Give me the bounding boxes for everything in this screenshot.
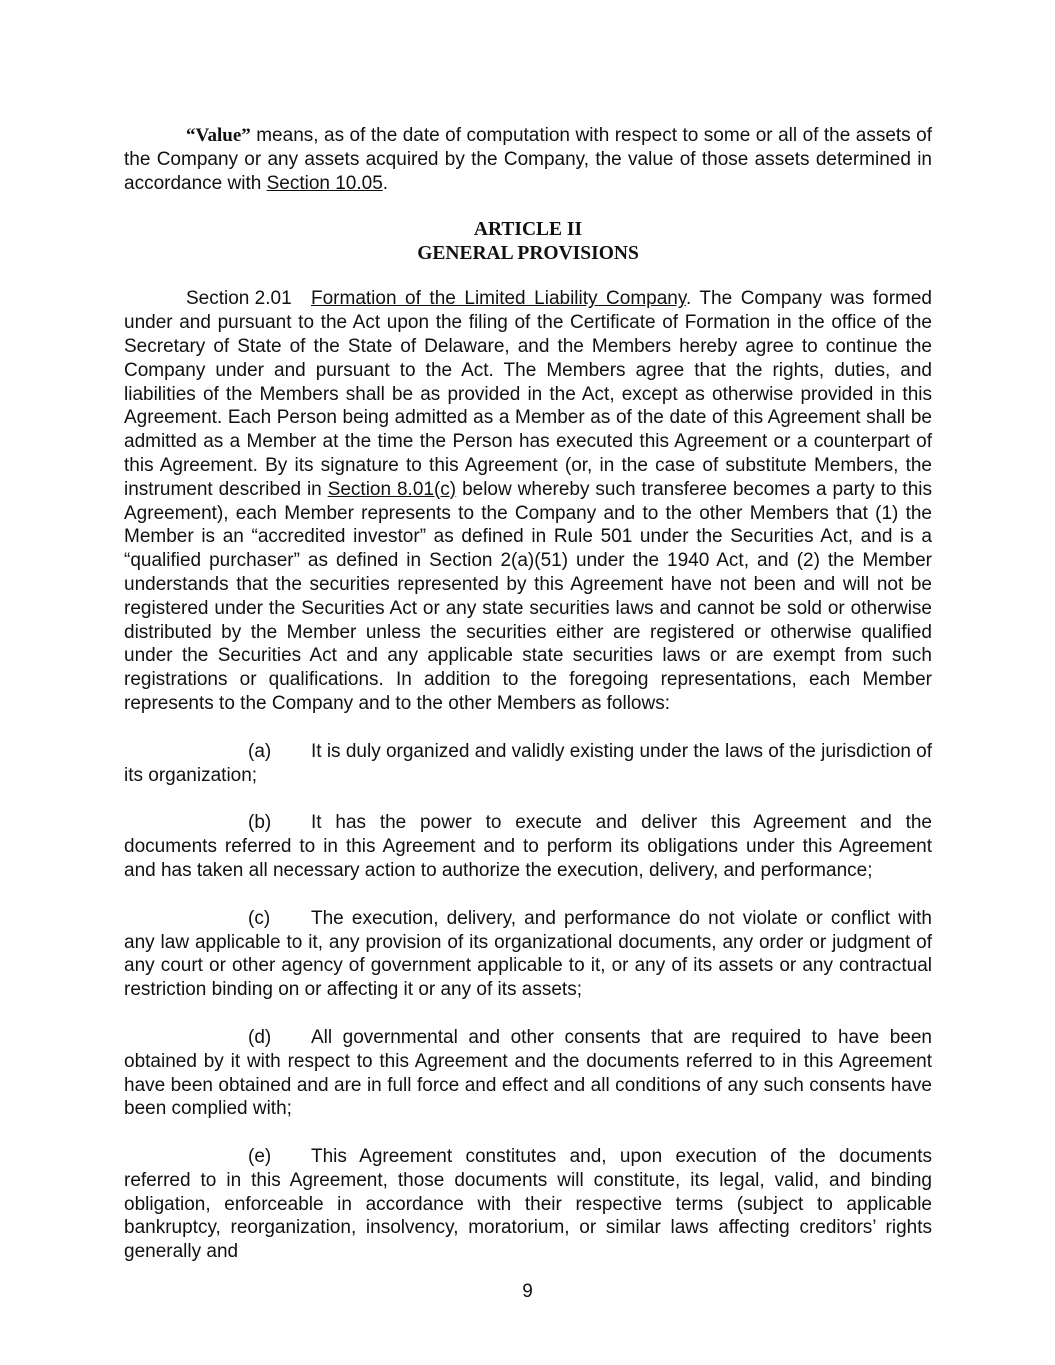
section-number: Section 2.01 — [186, 288, 292, 310]
page-number: 9 — [522, 1281, 533, 1302]
section-body-text: . The Company was formed under and pursuant to the Act upon the filing of the Certificate of Formation in the office of the Secretary of State of the State of Delaware, and the Members hereby agree to continue the Company under and pursuant to the Act. The Members agree that the rights, duties, and liabilities of the Members shall be as provided in the Act, except as otherwise provided in this Agreement. Each Person being admitted as a Member as of the date of this Agreement shall be admitted as a Member at the time the Person has executed this Agreement or a counterpart of this Agreement. By its signature to this Agreement (or, in the case of substitute Members, the instrument described in — [124, 288, 933, 500]
section-2-01-paragraph — [124, 287, 932, 715]
list-item-a — [124, 740, 932, 788]
definition-value-paragraph — [124, 124, 932, 195]
definition-text: means, as of the date of computation with respect to some or all of the assets of the Company or any assets acquired by the Company, the value of those assets determined in accordance with — [124, 125, 932, 194]
list-item-label: (b) — [248, 812, 272, 834]
article-heading — [124, 218, 932, 266]
list-item-text: The execution, delivery, and performance do not violate or conflict with any law applicable to it, any provision of its organizational documents, any order or judgment of any court or other agency of government applicable to it, or any of its assets or any contractual restriction binding on or affecting it or any of its assets; — [124, 907, 932, 1001]
list-item-label: (d) — [248, 1026, 272, 1048]
defined-term: “Value” — [186, 125, 251, 146]
section-heading: Formation of the Limited Liability Company — [311, 288, 686, 310]
list-item-text: This Agreement constitutes and, upon execution of the documents referred to in this Agreement, those documents will constitute, its legal, valid, and binding obligation, enforceable in accordance with their respective terms (subject to applicable bankruptcy, reorganization, insolvency, moratorium, or similar laws affecting creditors’ rights generally and — [124, 1146, 932, 1263]
list-item-label: (e) — [248, 1146, 272, 1168]
list-item-label: (a) — [248, 740, 272, 762]
list-item-b — [124, 811, 932, 882]
list-item-d — [124, 1026, 932, 1121]
definition-text-end: . — [382, 172, 389, 194]
article-title: GENERAL PROVISIONS — [417, 243, 639, 265]
list-item-c — [124, 907, 932, 1002]
page-content — [124, 124, 932, 1264]
list-item-text: It is duly organized and validly existing under the laws of the jurisdiction of its organization; — [124, 740, 933, 786]
list-item-text: It has the power to execute and deliver this Agreement and the documents referred to in this Agreement and to perform its obligations under this Agreement and has taken all necessary action to authorize the execution, delivery, and performance; — [124, 812, 932, 881]
list-item-text: All governmental and other consents that are required to have been obtained by it with respect to this Agreement and the documents referred to in this Agreement have been obtained and are in full force and effect and all conditions of any such consents have been complied with; — [124, 1026, 932, 1120]
article-number: ARTICLE II — [473, 219, 583, 241]
section-reference-link: Section 10.05 — [266, 172, 383, 194]
section-reference-link: Section 8.01(c) — [327, 478, 457, 500]
list-item-label: (c) — [248, 907, 271, 929]
list-item-e — [124, 1145, 932, 1264]
section-body-text-end: below whereby such transferee becomes a party to this Agreement), each Member represents to the Company and to the other Members that (1) the Member is an “accredited investor” as defined in Rule 501 under the Securities Act, and is a “qualified purchaser” as defined in Section 2(a)(51) under the 1940 Act, and (2) the Member understands that the securities represented by this Agreement have not been and will not be registered under the Securities Act or any state securities laws and cannot be sold or otherwise distributed by the Member unless the securities either are registered or otherwise qualified under the Securities Act and any applicable state securities laws or are exempt from such registrations or qualifications. In addition to the foregoing representations, each Member represents to the Company and to the other Members as follows: — [124, 478, 932, 714]
